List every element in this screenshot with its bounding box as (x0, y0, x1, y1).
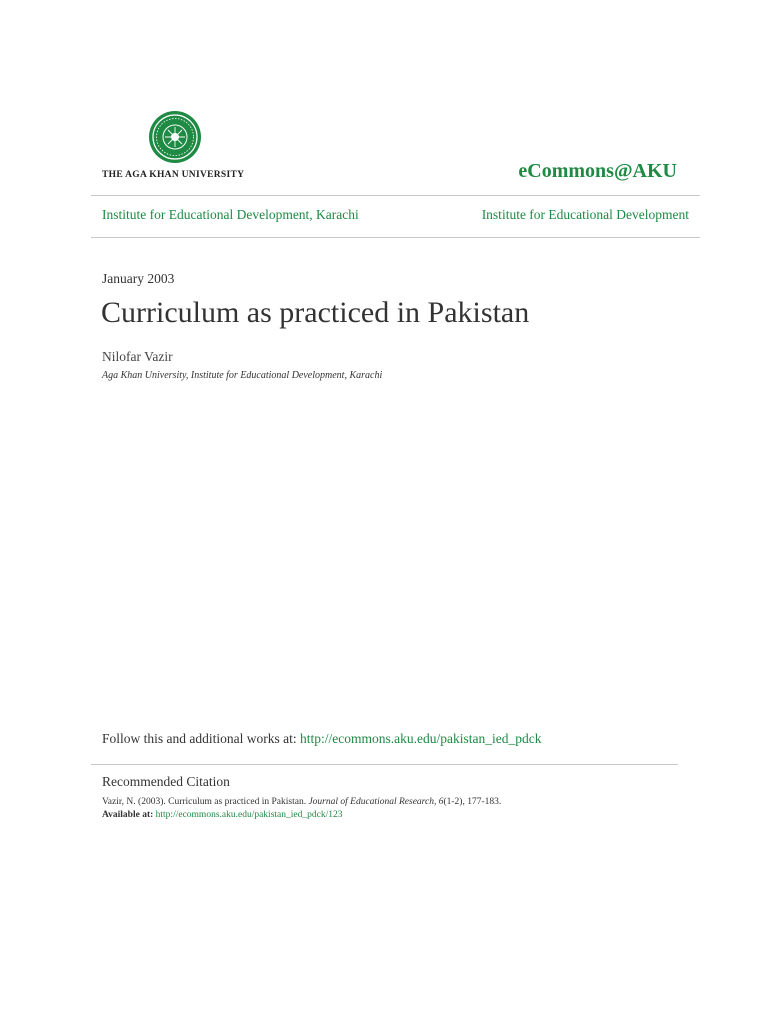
citation-divider (91, 764, 678, 765)
available-label: Available at: (102, 810, 154, 820)
nav-divider (91, 237, 700, 238)
nav-link-ied-karachi[interactable]: Institute for Educational Development, Karachi (102, 207, 359, 222)
citation-journal: Journal of Educational Research, 6 (308, 797, 444, 807)
follow-text: Follow this and additional works at: (102, 731, 300, 746)
citation-heading: Recommended Citation (102, 774, 230, 789)
citation-prefix: Vazir, N. (2003). Curriculum as practiced in Pakistan. (102, 797, 309, 807)
available-at-line (102, 810, 342, 820)
citation-text (102, 797, 501, 807)
author-affiliation: Aga Khan University, Institute for Educational Development, Karachi (102, 370, 383, 381)
article-title: Curriculum as practiced in Pakistan (101, 296, 530, 329)
follow-line (102, 731, 541, 747)
follow-link[interactable]: http://ecommons.aku.edu/pakistan_ied_pdck (300, 731, 542, 746)
header-divider (91, 195, 700, 196)
university-name: THE AGA KHAN UNIVERSITY (102, 170, 245, 180)
ecommons-link[interactable]: eCommons@AKU (518, 160, 677, 182)
aku-seal-icon (148, 110, 202, 164)
available-link[interactable]: http://ecommons.aku.edu/pakistan_ied_pdck/123 (155, 810, 343, 820)
nav-link-ied[interactable]: Institute for Educational Development (481, 207, 689, 222)
citation-suffix: (1-2), 177-183. (443, 797, 502, 807)
author-name: Nilofar Vazir (102, 349, 173, 364)
publication-date: January 2003 (102, 271, 175, 286)
